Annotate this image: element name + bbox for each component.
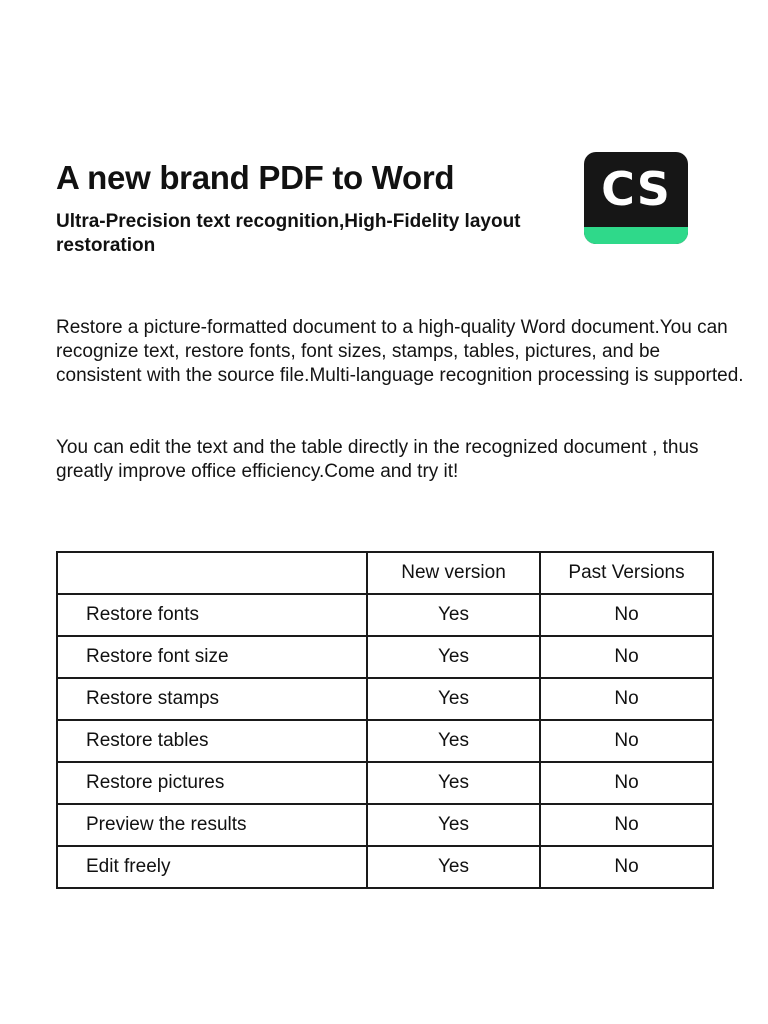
comparison-table [56, 551, 714, 889]
intro-paragraph: Restore a picture-formatted document to a high-quality Word document.You can recognize text, restore fonts, font sizes, stamps, tables, pictures, and be consistent with the source file.Multi-language recognition processing is supported. [56, 317, 744, 386]
new-version-cell: Yes [367, 636, 540, 678]
new-version-cell: Yes [367, 720, 540, 762]
feature-cell: Preview the results [57, 804, 367, 846]
table-row [57, 594, 713, 636]
new-version-cell: Yes [367, 804, 540, 846]
camscanner-logo [584, 152, 688, 244]
table-row [57, 804, 713, 846]
new-version-cell: Yes [367, 762, 540, 804]
column-header-new-version: New version [367, 552, 540, 594]
page-subtitle: Ultra-Precision text recognition,High-Fidelity layout restoration [56, 211, 521, 256]
feature-cell: Restore font size [57, 636, 367, 678]
column-header-feature [57, 552, 367, 594]
past-versions-cell: No [540, 762, 713, 804]
new-version-cell: Yes [367, 846, 540, 888]
past-versions-cell: No [540, 636, 713, 678]
logo-accent-bar [584, 227, 688, 244]
table-row [57, 636, 713, 678]
new-version-cell: Yes [367, 594, 540, 636]
table-row [57, 720, 713, 762]
table-row [57, 762, 713, 804]
page-title: A new brand PDF to Word [56, 159, 455, 196]
efficiency-paragraph: You can edit the text and the table directly in the recognized document , thus greatly improve office efficiency.Come and try it! [56, 437, 699, 482]
feature-cell: Edit freely [57, 846, 367, 888]
past-versions-cell: No [540, 678, 713, 720]
logo-text: CS [601, 162, 671, 216]
feature-cell: Restore tables [57, 720, 367, 762]
table-row [57, 846, 713, 888]
past-versions-cell: No [540, 804, 713, 846]
past-versions-cell: No [540, 594, 713, 636]
past-versions-cell: No [540, 846, 713, 888]
past-versions-cell: No [540, 720, 713, 762]
feature-cell: Restore fonts [57, 594, 367, 636]
table-row [57, 678, 713, 720]
new-version-cell: Yes [367, 678, 540, 720]
feature-cell: Restore stamps [57, 678, 367, 720]
column-header-past-versions: Past Versions [540, 552, 713, 594]
table-header-row [57, 552, 713, 594]
feature-cell: Restore pictures [57, 762, 367, 804]
